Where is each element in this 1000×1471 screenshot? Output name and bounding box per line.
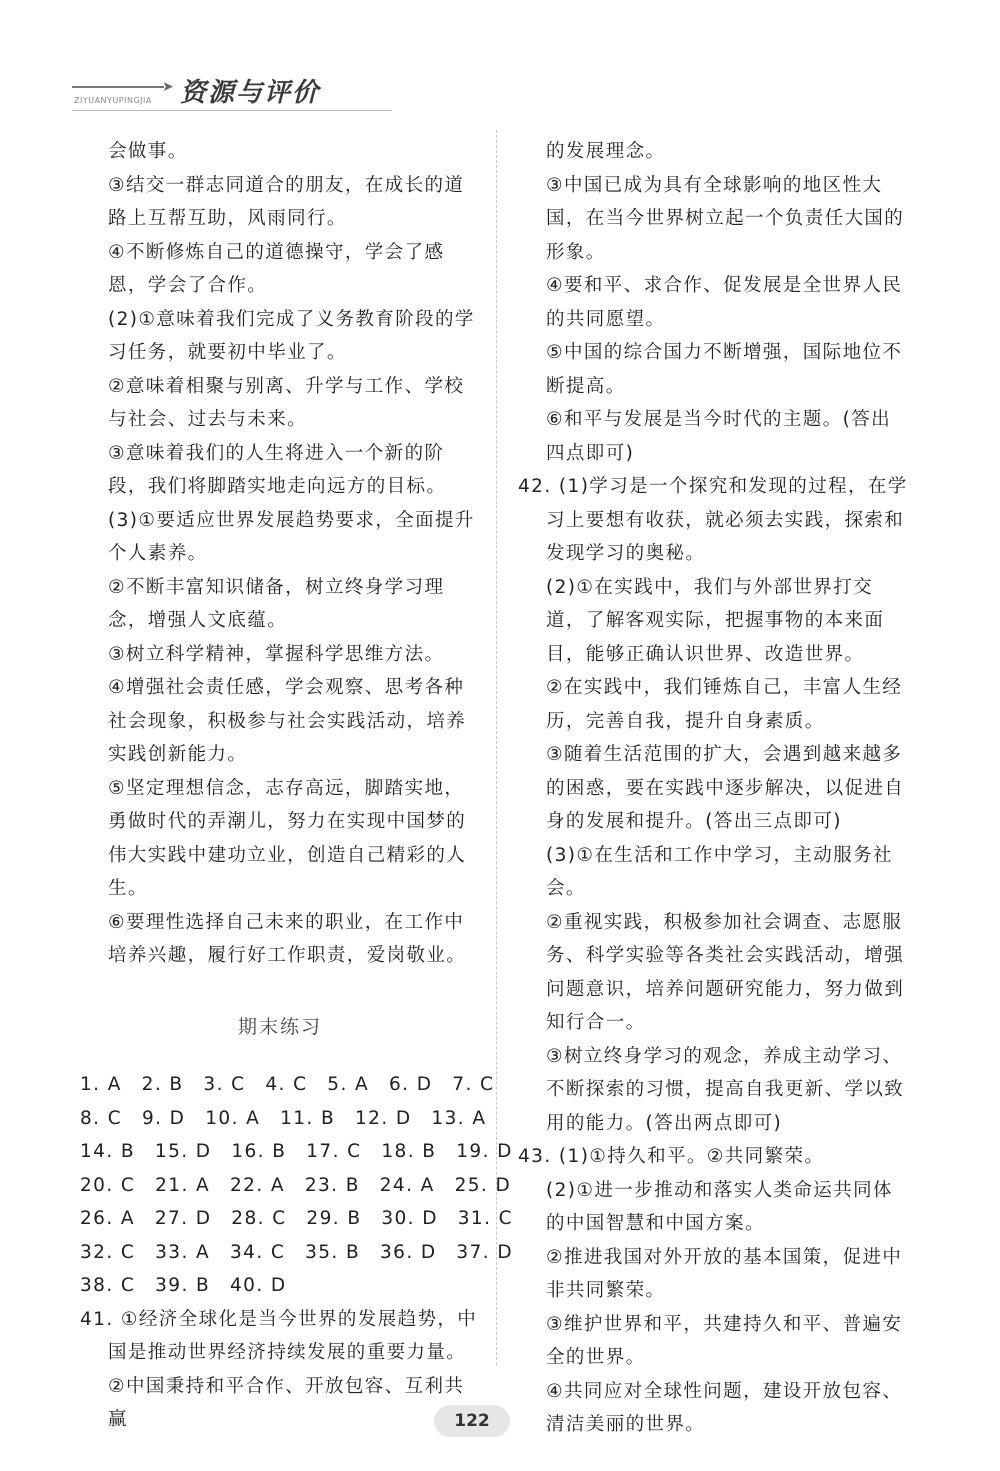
answer-paragraph: ④不断修炼自己的道德操守，学会了感恩，学会了合作。 [108,241,445,296]
answer-paragraph: 会做事。 [108,141,188,162]
answer-paragraph: ②在实践中，我们锤炼自己，丰富人生经历，完善自我，提升自身素质。 [546,677,903,732]
answer-row: 20. C 21. A 22. A 23. B 24. A 25. D [80,1174,512,1196]
answer-paragraph: ②推进我国对外开放的基本国策，促进中非共同繁荣。 [546,1246,903,1301]
answer-paragraph: ⑤中国的综合国力不断增强，国际地位不断提高。 [546,342,903,397]
answer-paragraph: ⑥和平与发展是当今时代的主题。(答出四点即可) [546,409,892,464]
header-pinyin: ZIYUANYUPINGJIA [74,96,152,105]
answer-paragraph: (2)①意味着我们完成了义务教育阶段的学习任务，就要初中毕业了。 [108,308,475,363]
page-header [72,72,472,112]
answer-paragraph: 42. (1)学习是一个探究和发现的过程，在学习上要想有收获，就必须去实践，探索和发现学习的奥秘。 [518,476,908,564]
answer-paragraph: ②意味着相聚与别离、升学与工作、学校与社会、过去与未来。 [108,375,465,430]
answer-paragraph: ②中国秉持和平合作、开放包容、互利共赢 [108,1375,465,1430]
header-brand-title: 资源与评价 [180,78,321,108]
header-underline [72,110,392,111]
answer-paragraph: ③中国已成为具有全球影响的地区性大国，在当今世界树立起一个负责任大国的形象。 [546,174,905,263]
answer-paragraph: (2)①在实践中，我们与外部世界打交道，了解客观实际，把握事物的本来面目，能够正确认识世界、改造世界。 [546,576,885,665]
answer-row: 32. C 33. A 34. C 35. B 36. D 37. D [80,1241,513,1263]
answer-row: 38. C 39. B 40. D [80,1275,287,1296]
answer-paragraph: ③维护世界和平，共建持久和平、普遍安全的世界。 [546,1313,903,1368]
answer-row: 26. A 27. D 28. C 29. B 30. D 31. C [80,1208,513,1229]
answer-paragraph: ③结交一群志同道合的朋友，在成长的道路上互帮互助，风雨同行。 [108,174,465,229]
answer-paragraph: (2)①进一步推动和落实人类命运共同体的中国智慧和中国方案。 [546,1179,893,1234]
answer-paragraph: ⑤坚定理想信念，志存高远，脚踏实地，勇做时代的弄潮儿，努力在实现中国梦的伟大实践中建功立业，创造自己精彩的人生。 [108,777,467,899]
answer-paragraph: ⑥要理性选择自己未来的职业，在工作中培养兴趣，履行好工作职责，爱岗敬业。 [108,911,467,966]
answer-paragraph: ②不断丰富知识储备，树立终身学习理念，增强人文底蕴。 [108,576,445,631]
answer-paragraph: ③随着生活范围的扩大，会遇到越来越多的困惑，要在实践中逐步解决，以促进自身的发展和提升。(答出三点即可) [546,744,905,832]
right-answer-block [518,135,910,1442]
section-title: 期末练习 [237,1015,322,1038]
answer-paragraph: ④增强社会责任感，学会观察、思考各种社会现象，积极参与社会实践活动，培养实践创新能力。 [108,677,467,765]
left-answer-block [80,135,480,973]
answer-row: 14. B 15. D 16. B 17. C 18. B 19. D [80,1141,513,1162]
right-column [518,135,910,1442]
answer-paragraph: (3)①在生活和工作中学习，主动服务社会。 [546,844,893,899]
answer-paragraph: ②重视实践，积极参加社会调查、志愿服务、科学实验等各类社会实践活动，增强问题意识，培养问题研究能力，努力做到知行合一。 [546,911,905,1033]
left-column [80,135,513,1437]
header-arrow-icon: ➤ [162,79,174,95]
answer-paragraph: ③树立终身学习的观念，养成主动学习、不断探索的习惯，提高自我更新、学以致用的能力。(答出两点即可) [546,1045,905,1134]
page-number: 122 [434,1405,510,1437]
answer-row: 1. A 2. B 3. C 4. C 5. A 6. D 7. C [80,1074,495,1095]
answer-paragraph: 41. ①经济全球化是当今世界的发展趋势，中国是推动世界经济持续发展的重要力量。 [80,1308,478,1363]
answer-paragraph: ④要和平、求合作、促发展是全世界人民的共同愿望。 [546,275,903,330]
answer-paragraph: ③树立科学精神，掌握科学思维方法。 [108,643,445,665]
left-answer-block-41 [80,1303,480,1437]
answer-paragraph: (3)①要适应世界发展趋势要求，全面提升个人素养。 [108,509,475,564]
answer-row: 8. C 9. D 10. A 11. B 12. D 13. A [80,1107,487,1129]
answer-paragraph: 的发展理念。 [546,141,666,162]
header-rule [72,86,164,88]
answer-paragraph: 43. (1)①持久和平。②共同繁荣。 [518,1146,825,1167]
choice-answers [80,1068,513,1303]
answer-paragraph: ③意味着我们的人生将进入一个新的阶段，我们将脚踏实地走向远方的目标。 [108,442,447,497]
answer-paragraph: ④共同应对全球性问题，建设开放包容、清洁美丽的世界。 [546,1380,903,1435]
